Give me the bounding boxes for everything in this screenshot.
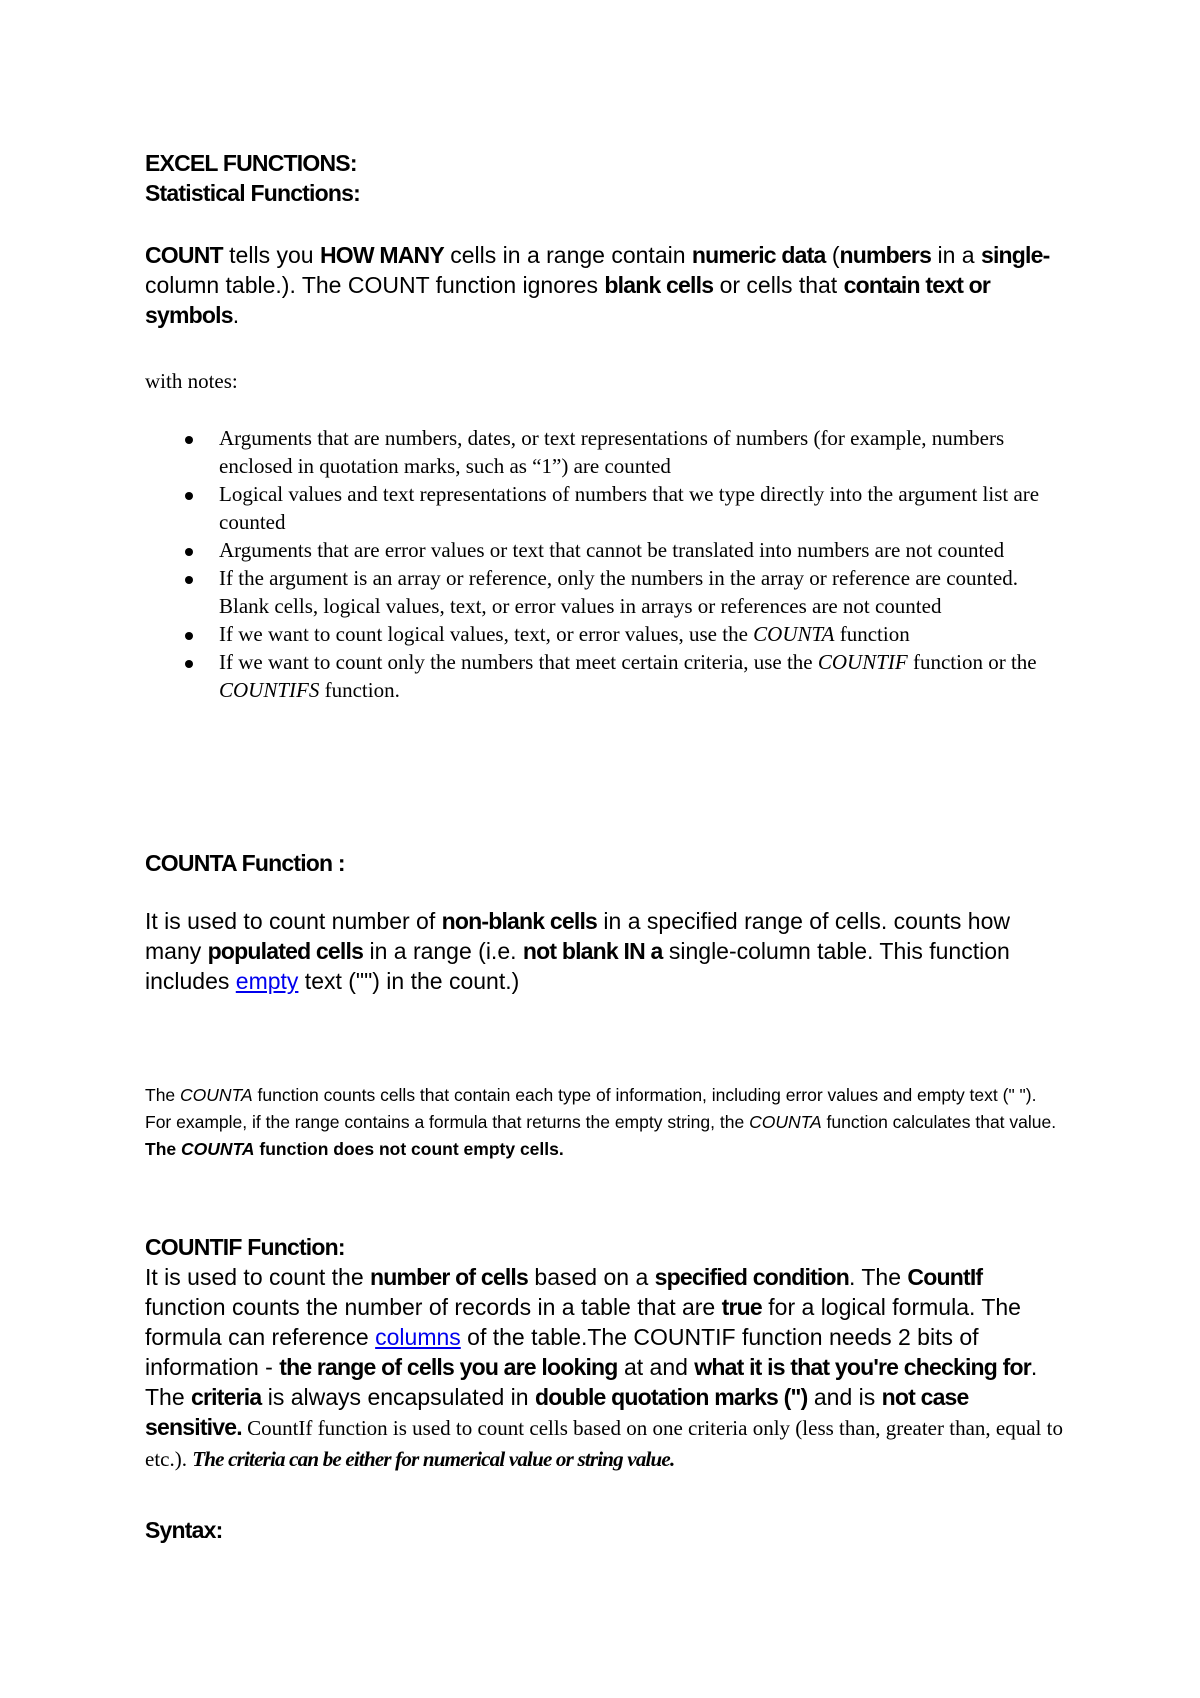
counta-description: It is used to count number of non-blank cells in a specified range of cells. counts how many populated cells in a range (i.e. not blank IN a single-column table. This function includes empty text ("") in the count.)	[145, 908, 1011, 994]
list-item: Logical values and text representations of numbers that we type directly into the argument list are counted	[145, 480, 1065, 536]
list-item: Arguments that are error values or text that cannot be translated into numbers are not counted	[145, 536, 1065, 564]
bullet-icon	[185, 660, 193, 668]
count-description: COUNT tells you HOW MANY cells in a range contain numeric data (numbers in a single-column table.). The COUNT function ignores blank cells or cells that contain text or symbols.	[145, 242, 1050, 328]
list-item: If we want to count logical values, text, or error values, use the COUNTA function	[145, 620, 1065, 648]
syntax-heading: Syntax:	[145, 1517, 223, 1543]
list-item: If the argument is an array or reference, only the numbers in the array or reference are counted. Blank cells, logical values, text, or error values in arrays or references are not counted	[145, 564, 1065, 620]
bullet-icon	[185, 436, 193, 444]
bullet-icon	[185, 492, 193, 500]
bullet-icon	[185, 632, 193, 640]
list-item: If we want to count only the numbers that meet certain criteria, use the COUNTIF function or the COUNTIFS function.	[145, 648, 1065, 704]
columns-link[interactable]: columns	[375, 1324, 461, 1350]
counta-heading: COUNTA Function :	[145, 850, 345, 876]
section-subtitle: Statistical Functions:	[145, 180, 360, 206]
notes-list	[145, 424, 1065, 704]
list-item: Arguments that are numbers, dates, or text representations of numbers (for example, numbers enclosed in quotation marks, such as “1”) are counted	[145, 424, 1065, 480]
count-term: COUNT	[145, 242, 223, 268]
bullet-icon	[185, 548, 193, 556]
bullet-icon	[185, 576, 193, 584]
countif-description: It is used to count the number of cells based on a specified condition. The CountIf function counts the number of records in a table that are true for a logical formula. The formula can reference columns of the table.The COUNTIF function needs 2 bits of information - the range of cells you are looking at and what it is that you're checking for. The criteria is always encapsulated in double quotation marks (") and is not case sensitive. CountIf function is used to count cells based on one criteria only (less than, greater than, equal to etc.). The criteria can be either for numerical value or string value.	[145, 1264, 1063, 1471]
countif-heading: COUNTIF Function:	[145, 1234, 345, 1260]
counta-note: The COUNTA function counts cells that contain each type of information, including error values and empty text (" "). For example, if the range contains a formula that returns the empty string, the COUNTA function calculates that value. The COUNTA function does not count empty cells.	[145, 1085, 1057, 1159]
empty-link[interactable]: empty	[235, 968, 299, 994]
notes-label: with notes:	[145, 369, 238, 393]
document-title: EXCEL FUNCTIONS:	[145, 150, 357, 176]
